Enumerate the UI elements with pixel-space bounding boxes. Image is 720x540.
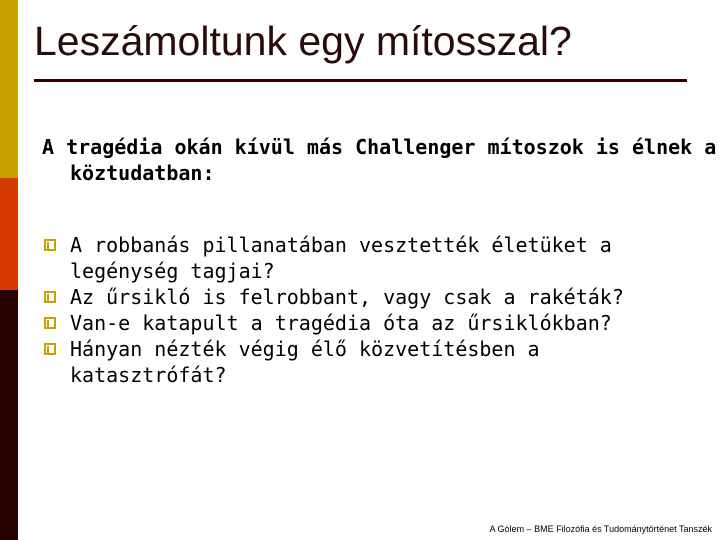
square-bullet-icon	[44, 343, 56, 355]
square-bullet-icon	[44, 317, 56, 329]
bullet-text: Van-e katapult a tragédia óta az űrsiklókban?	[70, 311, 612, 335]
sidebar-stripe-yellow	[0, 0, 18, 178]
square-bullet-icon	[44, 291, 56, 303]
sidebar-stripe-orange	[0, 178, 18, 290]
bullet-item	[42, 232, 682, 284]
footer-credit: A Gólem – BME Filozófia és Tudománytörténet Tanszék	[489, 524, 712, 534]
bullet-item	[42, 336, 682, 388]
bullet-item	[42, 310, 682, 336]
square-bullet-icon	[44, 239, 56, 251]
title-underline	[34, 79, 687, 82]
bullet-text: Hányan nézték végig élő közvetítésben a katasztrófát?	[70, 337, 540, 387]
bullet-list	[42, 232, 682, 388]
sidebar-stripe-maroon	[0, 290, 18, 540]
bullet-text: A robbanás pillanatában vesztették életüket a legénység tagjai?	[70, 233, 612, 283]
bullet-text: Az űrsikló is felrobbant, vagy csak a rakéták?	[70, 285, 624, 309]
slide-title: Leszámoltunk egy mítosszal?	[34, 18, 572, 64]
bullet-item	[42, 284, 682, 310]
intro-text: A tragédia okán kívül más Challenger mítoszok is élnek a köztudatban:	[42, 135, 717, 185]
